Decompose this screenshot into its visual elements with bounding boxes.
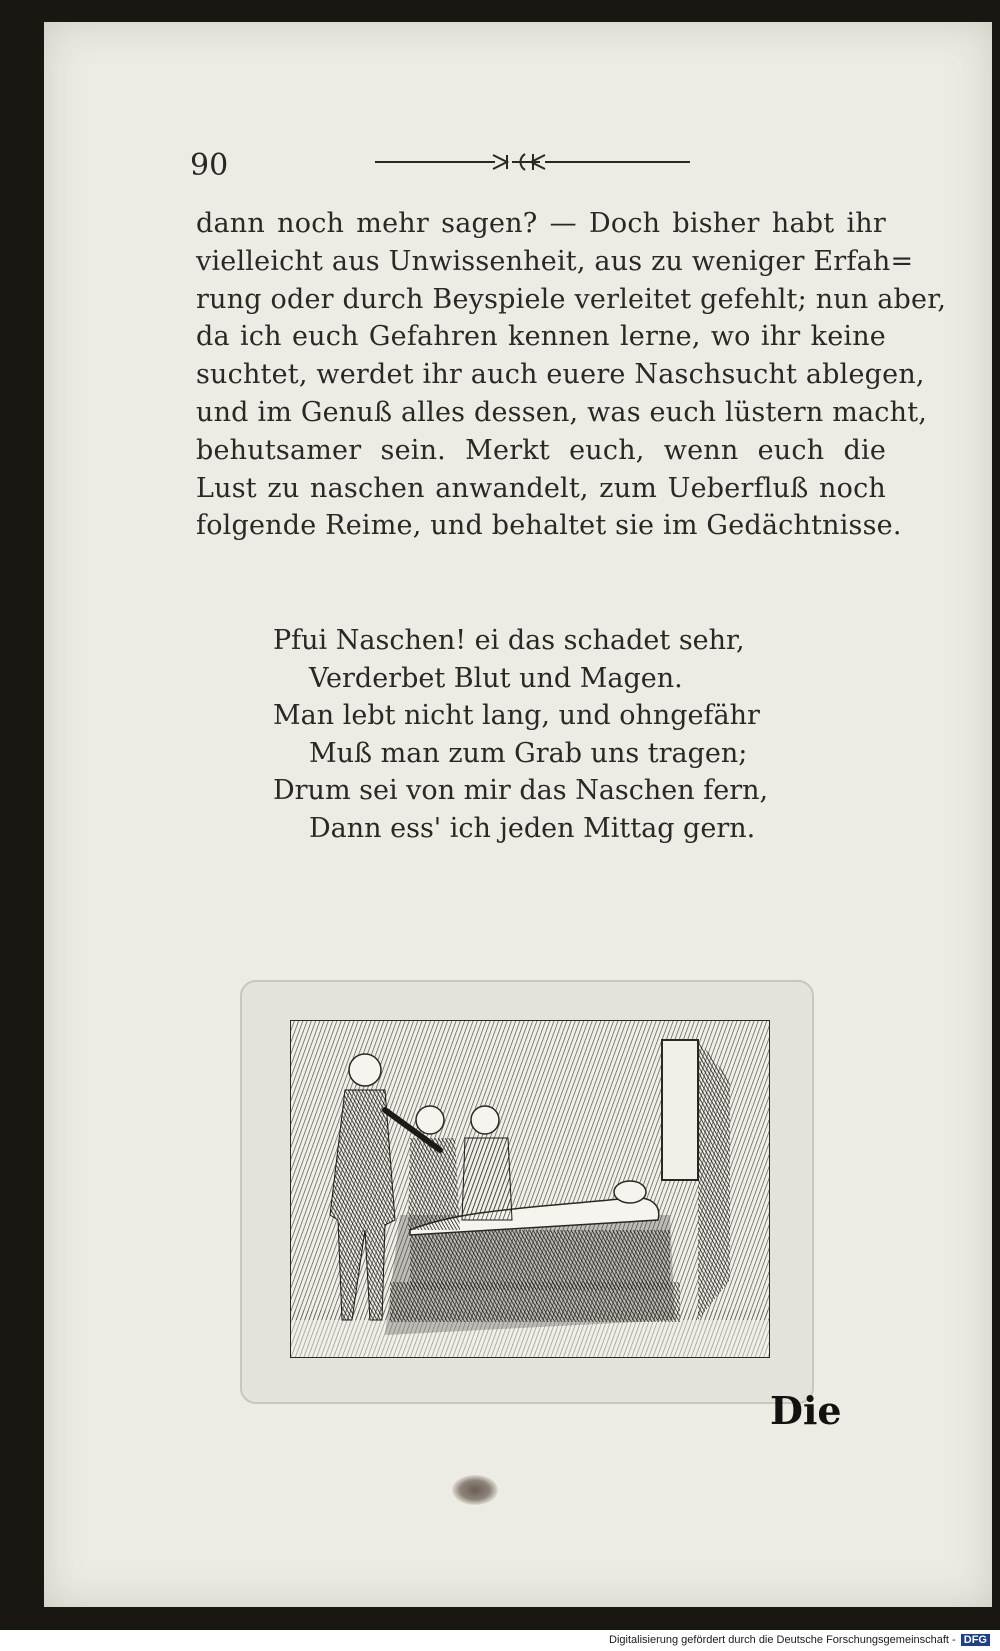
header-ornament <box>375 152 690 172</box>
funding-credit <box>605 1633 994 1647</box>
paragraph-line: dann noch mehr sagen? — Doch bisher habt ihr <box>196 208 886 239</box>
paragraph-line: da ich euch Gefahren kennen lerne, wo ihr keine <box>196 321 886 353</box>
paragraph-line: rung oder durch Beyspiele verleitet gefehlt; nun aber, <box>196 283 947 315</box>
poem-line: Man lebt nicht lang, und ohngefähr <box>273 700 760 731</box>
paper-stain <box>452 1475 498 1505</box>
poem <box>273 622 833 847</box>
credit-text: Digitalisierung gefördert durch die Deutsche Forschungsgemeinschaft - <box>609 1634 956 1646</box>
poem-line: Drum sei von mir das Naschen fern, <box>273 775 769 806</box>
paragraph-line: vielleicht aus Unwissenheit, aus zu weniger Erfah= <box>196 245 914 277</box>
paragraph-line: Lust zu naschen anwandelt, zum Ueberfluß noch <box>196 472 886 504</box>
page-number: 90 <box>190 148 229 183</box>
paragraph-line: behutsamer sein. Merkt euch, wenn euch die <box>196 434 886 466</box>
catchword: Die <box>770 1388 842 1433</box>
paragraph-line: und im Genuß alles dessen, was euch lüstern macht, <box>196 396 928 428</box>
poem-line: Dann ess' ich jeden Mittag gern. <box>309 812 756 844</box>
engraving-illustration <box>290 1020 770 1358</box>
dfg-logo: DFG <box>961 1634 990 1646</box>
body-paragraph <box>196 205 947 545</box>
poem-line: Muß man zum Grab uns tragen; <box>309 737 748 769</box>
paragraph-line: folgende Reime, und behaltet sie im Gedächtnisse. <box>196 510 902 542</box>
poem-line: Pfui Naschen! ei das schadet sehr, <box>273 625 745 656</box>
paragraph-line: suchtet, werdet ihr auch euere Naschsucht ablegen, <box>196 359 925 391</box>
poem-line: Verderbet Blut und Magen. <box>309 662 683 694</box>
